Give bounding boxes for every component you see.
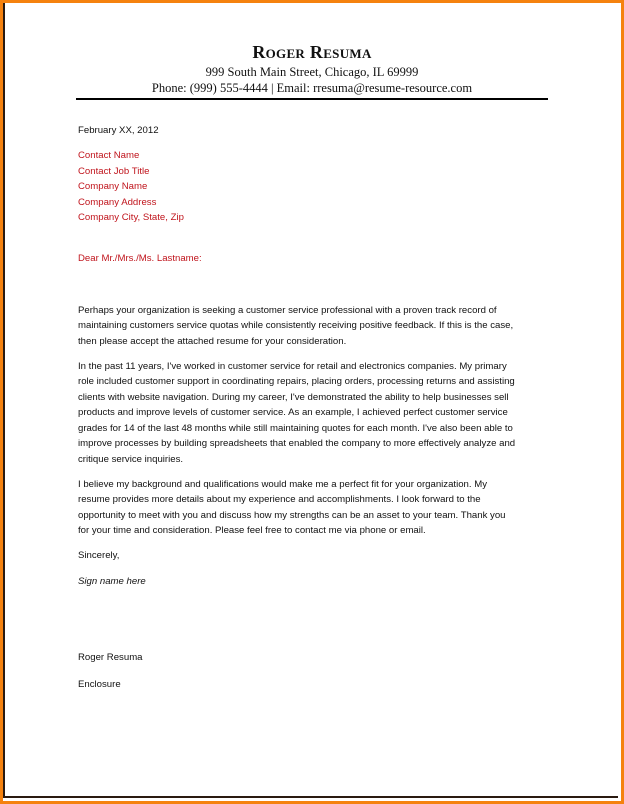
body-line: products and improve levels of customer service. As an example, I achieved perfect customer service <box>78 407 508 418</box>
body-line: In the past 11 years, I've worked in customer service for retail and electronics companies. My primary <box>78 361 507 372</box>
body-line: maintaining customers service quotas while consistently receiving positive feedback. If this is the case, <box>78 320 514 331</box>
body-line: for your time and consideration. Please feel free to contact me via phone or email. <box>78 525 426 536</box>
recipient-line: Company City, State, Zip <box>78 212 184 223</box>
body-line: critique service inquiries. <box>78 454 184 465</box>
body-line: improve processes by building spreadsheets that enabled the company to more effectively analyze and <box>78 438 516 449</box>
body-line: I believe my background and qualifications would make me a perfect fit for your organization. My <box>78 479 488 490</box>
signature-placeholder: Sign name here <box>78 576 146 587</box>
sender-contact: Phone: (999) 555-4444 | Email: rresuma@resume-resource.com <box>151 81 473 95</box>
letter-date: February XX, 2012 <box>78 125 159 136</box>
recipient-line: Company Name <box>78 181 148 192</box>
body-line: grades for 14 of the last 48 months while still maintaining quotes for each month. I've also been able to <box>78 423 513 434</box>
recipient-line: Contact Job Title <box>78 166 150 177</box>
sender-name: Roger Resuma <box>252 42 372 62</box>
enclosure-note: Enclosure <box>78 679 121 690</box>
body-line: Perhaps your organization is seeking a customer service professional with a proven track record of <box>78 305 497 316</box>
header-rule <box>76 98 548 100</box>
closing: Sincerely, <box>78 550 120 561</box>
body-line: opportunity to meet with you and discuss how my strengths can be an asset to your team. Thank you <box>78 510 506 521</box>
recipient-line: Contact Name <box>78 150 140 161</box>
signer-name: Roger Resuma <box>78 652 143 663</box>
body-line: resume provides more details about my experience and accomplishments. I look forward to the <box>78 494 481 505</box>
body-line: then please accept the attached resume for your consideration. <box>78 336 347 347</box>
recipient-line: Company Address <box>78 197 157 208</box>
body-line: clients with website navigation. During my career, I've demonstrated the ability to help businesses sell <box>78 392 509 403</box>
body-line: role included customer support in coordinating repairs, placing orders, processing returns and assisting <box>78 376 515 387</box>
salutation: Dear Mr./Mrs./Ms. Lastname: <box>78 253 202 264</box>
sender-address: 999 South Main Street, Chicago, IL 69999 <box>205 65 419 79</box>
